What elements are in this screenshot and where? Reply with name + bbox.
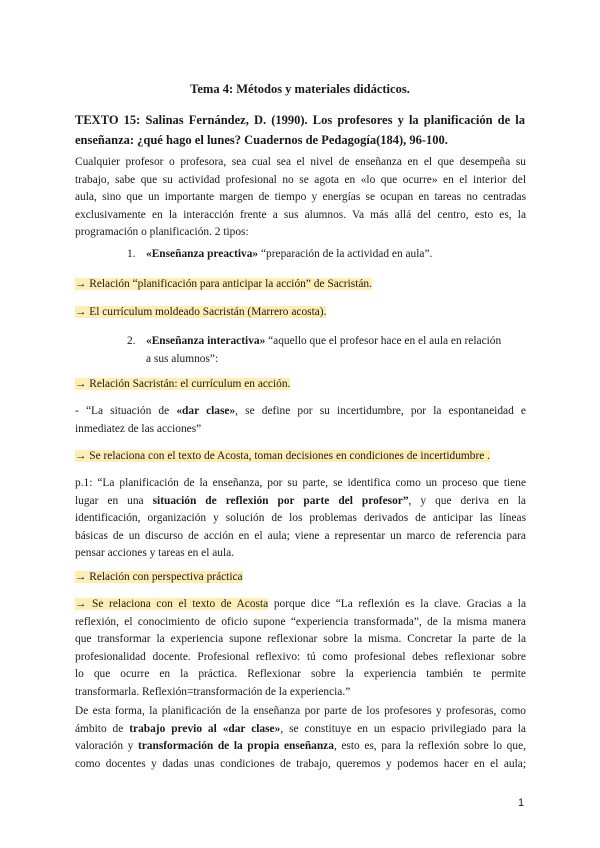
list-item-rest: a sus alumnos”:	[146, 352, 219, 365]
planning-text: , y que deriva en la	[408, 494, 526, 507]
dash-line	[75, 403, 526, 421]
dash-line: inmediatez de las acciones”	[75, 422, 202, 435]
relation-note	[75, 376, 290, 393]
intro-line: Cualquier profesor o profesora, sea cual sea el nivel de enseñanza en el que desempeña su	[75, 156, 526, 168]
final-text: ámbito de	[75, 722, 130, 735]
planning-line	[75, 493, 526, 511]
list-number: 2.	[127, 335, 136, 347]
bold-term: «Enseñanza preactiva»	[146, 248, 259, 260]
list-item-text	[146, 246, 527, 264]
planning-line: pensar acciones y tareas en el aula.	[75, 547, 235, 559]
highlighted-text: → Se relaciona con el texto de Acosta, toman decisiones en condiciones de incertidumbre .	[75, 450, 490, 462]
list-number: 1.	[127, 248, 136, 260]
bold-term: trabajo previo al «dar clase»	[129, 722, 281, 735]
highlighted-text: → El currículum moldeado Sacristán (Marrero acosta).	[75, 306, 327, 318]
heading-line-1: TEXTO 15: Salinas Fernández, D. (1990). Los profesores y la planificación de la	[75, 113, 525, 127]
reflection-line: que transformar la experiencia supone reflexionar sobre la misma. Concretar la parte de la	[75, 633, 526, 645]
final-line: De esta forma, la planificación de la enseñanza por parte de los profesores y profesoras, como	[75, 705, 526, 717]
final-paragraph	[75, 703, 526, 773]
list-item-preactiva	[127, 246, 527, 264]
heading-line-2: enseñanza: ¿qué hago el lunes? Cuadernos de Pedagogía(184), 96-100.	[75, 133, 448, 147]
highlighted-text: → Relación Sacristán: el currículum en acción.	[75, 378, 291, 390]
highlighted-text: → Se relaciona con el texto de Acosta	[75, 598, 269, 610]
intro-paragraph	[75, 154, 526, 242]
list-item-rest: “preparación de la actividad en aula”.	[258, 248, 433, 260]
intro-line: aula, sino que un importante margen de tiempo y energías se ocupan en tareas no centradas	[75, 191, 526, 203]
planning-line: básicas de un discurso de acción en el aula; viene a representar un marco de referencia para	[75, 529, 526, 542]
intro-line: programación o planificación. 2 tipos:	[75, 226, 249, 238]
bold-term: situación de reflexión por parte del profesor”	[152, 494, 409, 507]
reflection-line	[75, 596, 526, 614]
final-line	[75, 721, 526, 739]
planning-paragraph	[75, 475, 526, 563]
final-text: , esto es, para la reflexión sobre lo que,	[333, 740, 526, 752]
planning-line: p.1: “La planificación de la enseñanza, por su parte, se identifica como un proceso que tiene	[75, 477, 526, 489]
list-item-interactiva	[127, 333, 527, 368]
final-text: , se constituye en un espacio privilegiado para la	[280, 722, 526, 735]
reflection-text: porque dice “La reflexión es la clave. Gracias a la	[268, 598, 526, 610]
reflection-line: transformarla. Reflexión=transformación de la experiencia.”	[75, 685, 351, 698]
page-number: 1	[518, 797, 525, 809]
relation-note	[75, 276, 372, 293]
intro-line: trabajo, sabe que su actividad profesional no se agota en «lo que ocurre» en el interior del	[75, 173, 526, 186]
highlighted-text: → Relación con perspectiva práctica	[75, 571, 243, 583]
list-item-text	[146, 333, 527, 368]
reflection-paragraph	[75, 596, 526, 701]
reflection-line: profesionalidad docente. Profesional reflexivo: tú como profesional debes reflexionar sobre	[75, 650, 526, 663]
relation-note	[75, 304, 326, 321]
planning-text: lugar en una	[75, 494, 153, 507]
list-item-rest: “aquello que el profesor hace en el aula en relación	[265, 335, 502, 347]
page-title: Tema 4: Métodos y materiales didácticos.	[190, 82, 410, 96]
bold-term: transformación de la propia enseñanza	[137, 740, 334, 752]
dash-post: , se define por su incertidumbre, por la espontaneidad e	[235, 405, 526, 417]
final-line: como docentes y dadas unas condiciones de trabajo, queremos y podemos hacer en el aula;	[75, 757, 526, 770]
final-text: valoración y	[75, 740, 138, 752]
bold-term: «dar clase»	[176, 405, 236, 417]
relation-note	[75, 569, 243, 586]
reflection-line: reflexión, el conocimiento de oficio supone “experiencia transformada”, de la misma manera	[75, 615, 526, 628]
final-line	[75, 738, 526, 756]
intro-line: exclusivamente en la interacción frente a sus alumnos. Va más allá del centro, esto es, la	[75, 208, 526, 221]
relation-note	[75, 448, 490, 465]
planning-line: identificación, organización y solución de los problemas derivados de anticipar las líneas	[75, 512, 526, 524]
dash-pre: - “La situación de	[75, 405, 177, 417]
highlighted-text: → Relación “planificación para anticipar la acción” de Sacristán.	[75, 278, 372, 290]
dash-paragraph	[75, 403, 526, 438]
bold-term: «Enseñanza interactiva»	[146, 335, 266, 347]
reflection-line: lo que ocurre en la práctica. Reflexionar sobre la experiencia también te permite	[75, 668, 526, 680]
text-heading	[75, 110, 525, 150]
